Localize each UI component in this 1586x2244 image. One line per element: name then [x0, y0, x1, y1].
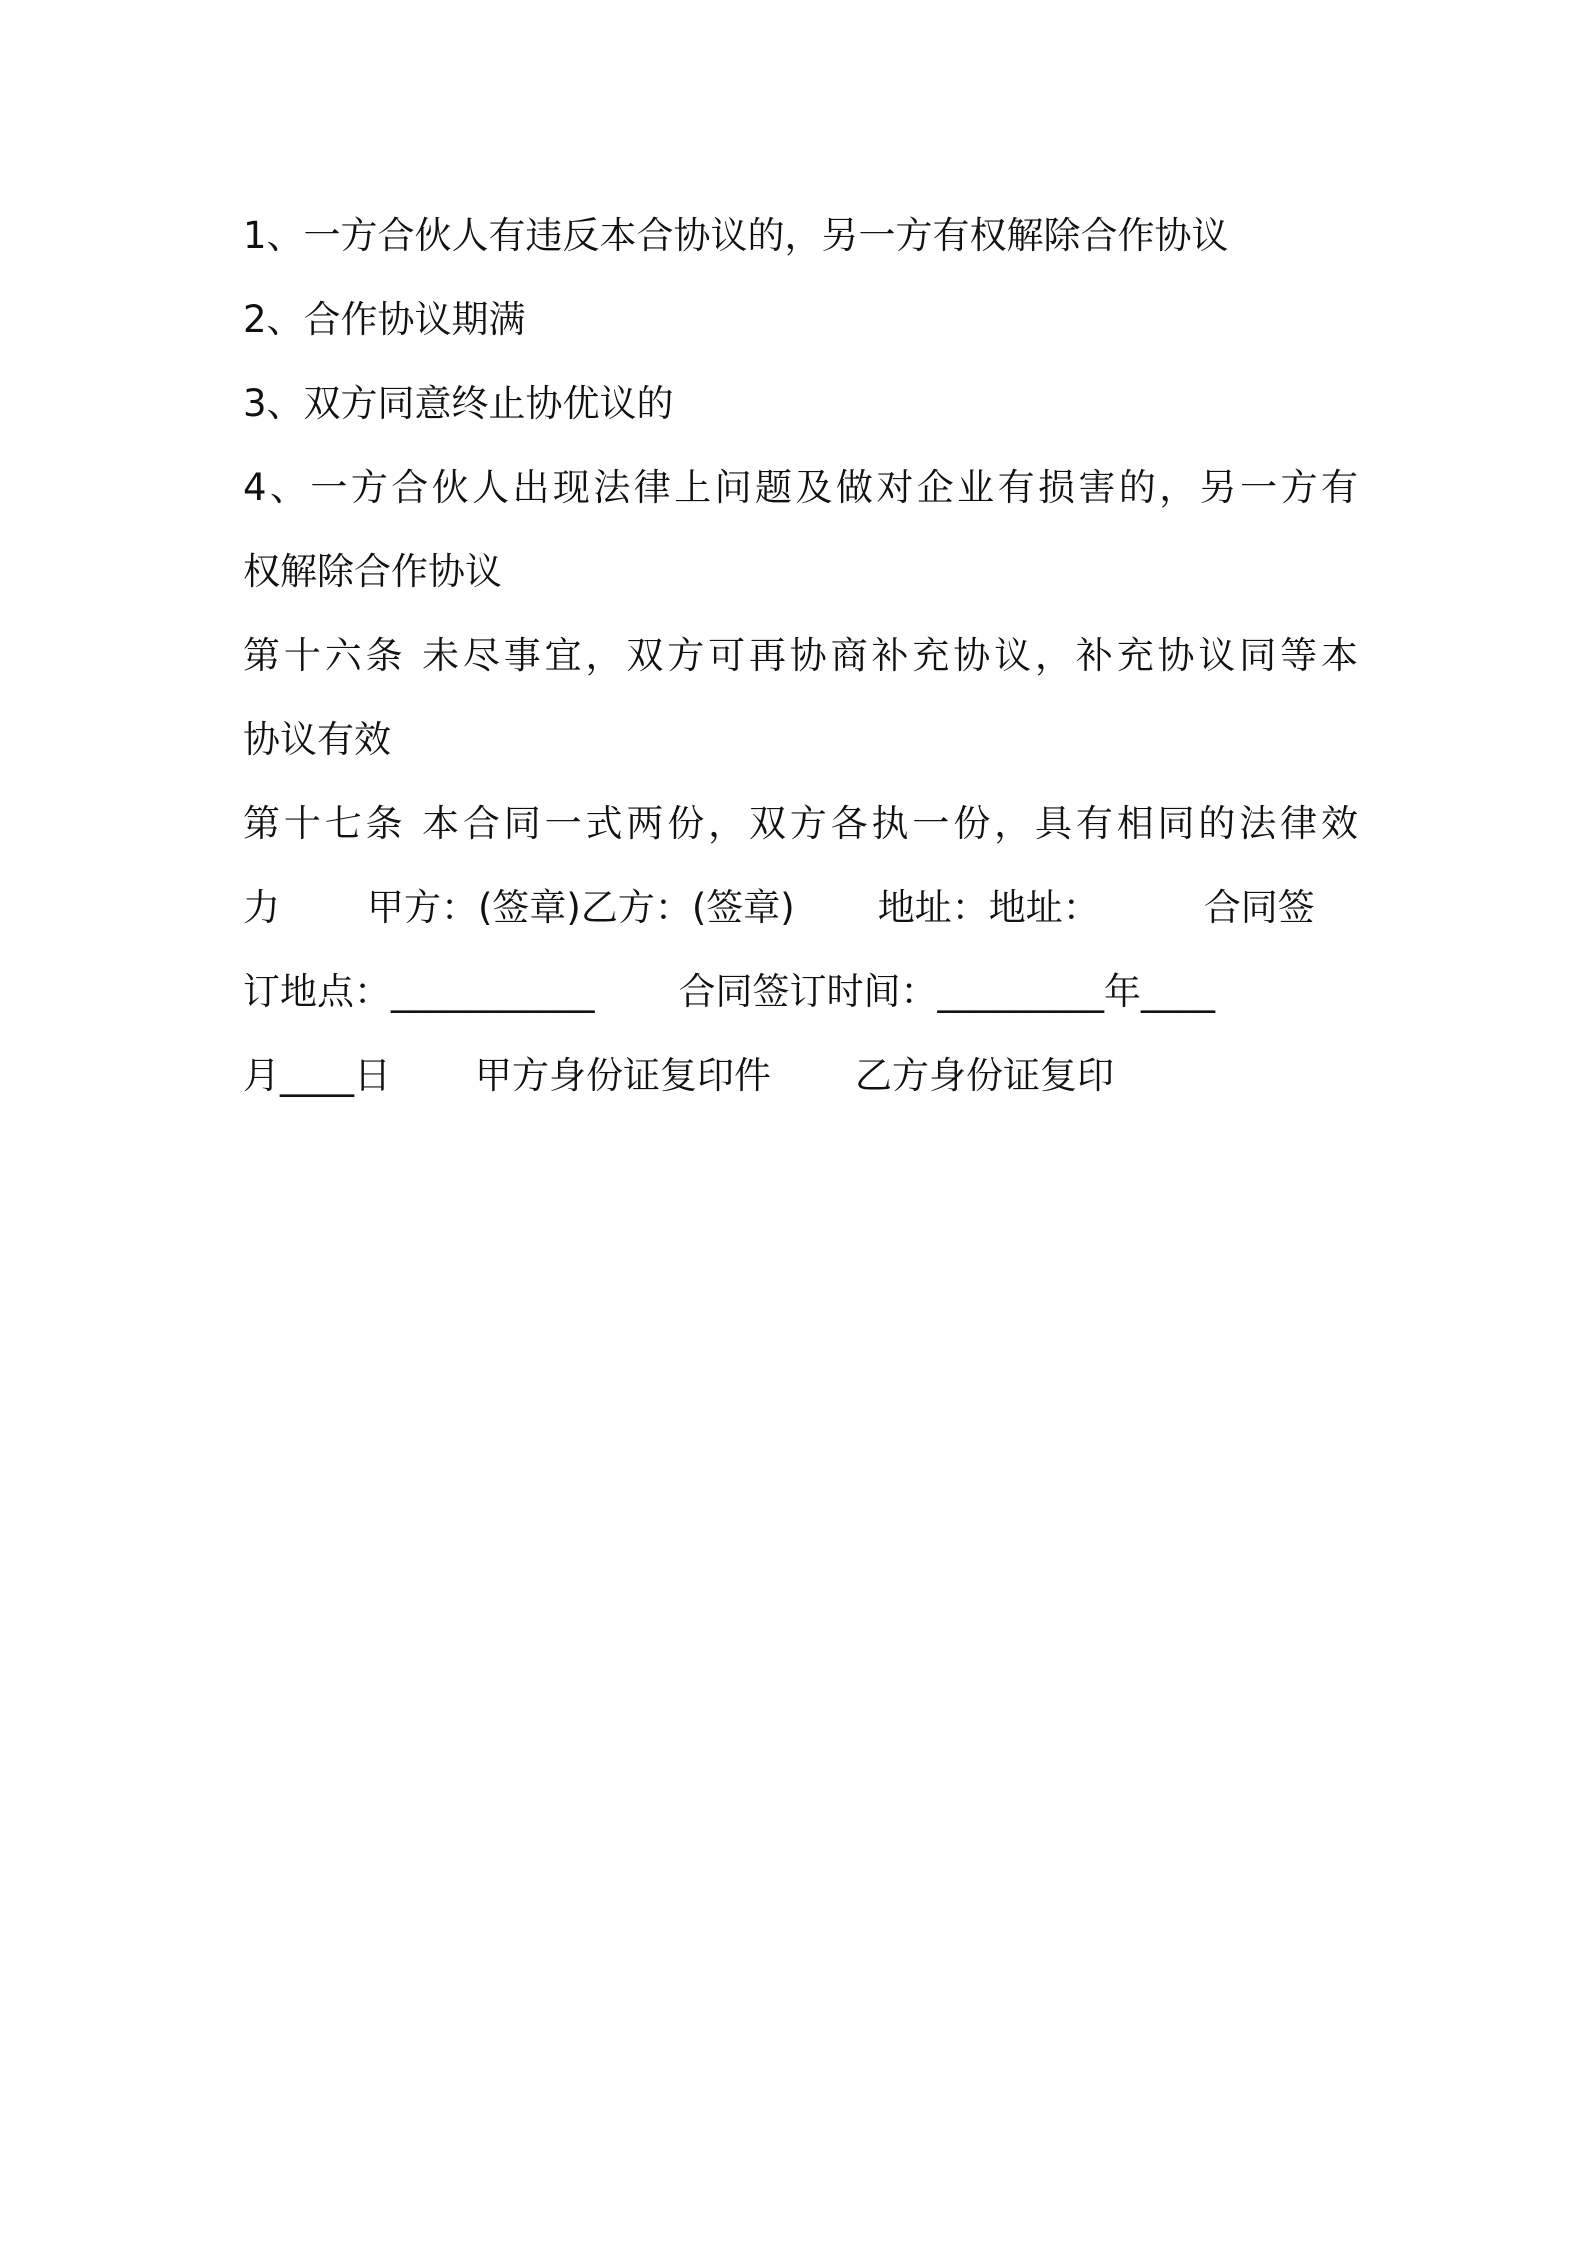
clause-item-4-line-1: 4、一方合伙人出现法律上问题及做对企业有损害的，另一方有 — [243, 466, 1358, 509]
sign-place-time-line — [243, 950, 1358, 1034]
sign-place-field: 订地点：___________ — [243, 970, 595, 1013]
clause-item-4-line-2: 权解除合作协议 — [243, 550, 502, 593]
signature-line — [243, 866, 1358, 950]
party-a-id-copy: 甲方身份证复印件 — [475, 1054, 771, 1097]
day-field: 月____日 — [243, 1054, 391, 1097]
party-seal-text: 甲方：(签章)乙方：(签章) — [367, 886, 795, 929]
party-b-id-copy: 乙方身份证复印 — [855, 1054, 1114, 1097]
clause-item-2: 2、合作协议期满 — [243, 298, 526, 341]
clause-item-3: 3、双方同意终止协优议的 — [243, 382, 674, 425]
article-16-line-2: 协议有效 — [243, 718, 391, 761]
sign-place-start-text: 合同签 — [1203, 886, 1315, 929]
contract-body — [243, 194, 1358, 1118]
legal-force-text: 力 — [243, 886, 280, 929]
date-id-line — [243, 1034, 1358, 1118]
article-17-line-1: 第十七条 本合同一式两份，双方各执一份，具有相同的法律效 — [243, 802, 1358, 845]
clause-item-1: 1、一方合伙人有违反本合协议的，另一方有权解除合作协议 — [243, 214, 1229, 257]
article-16-line-1: 第十六条 未尽事宜，双方可再协商补充协议，补充协议同等本 — [243, 634, 1358, 677]
address-text: 地址：地址： — [877, 886, 1100, 929]
sign-time-field: 合同签订时间：_________年____ — [678, 970, 1215, 1013]
